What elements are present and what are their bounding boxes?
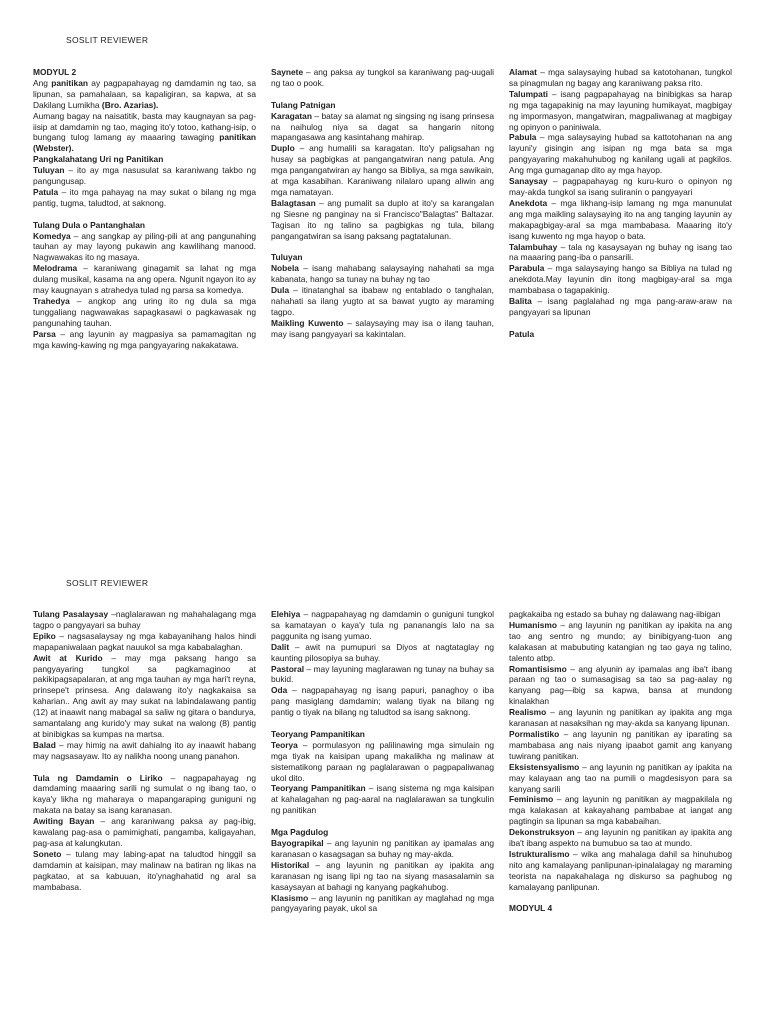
term-heading: Patula bbox=[509, 328, 535, 339]
term-heading: Realismo bbox=[509, 707, 547, 718]
paragraph bbox=[271, 838, 494, 860]
paragraph bbox=[33, 187, 256, 209]
body-text: – isang sistema ng mga kaisipan at kahalagahan ng pag-aaral na naglalarawan sa tungkulin ng panitikan bbox=[271, 783, 494, 816]
paragraph bbox=[33, 263, 256, 296]
paragraph bbox=[271, 740, 494, 784]
page-1-column-2 bbox=[271, 67, 494, 340]
body-text: – ang karaniwang paksa ay pag-ibig, kawalang pag-asa o pamimighati, pangamba, kaligayahan, pag-asa at kalungkutan. bbox=[33, 816, 256, 849]
page-2-column-1 bbox=[33, 609, 256, 893]
paragraph bbox=[509, 794, 732, 827]
term-heading: Tulang Pasalaysay bbox=[33, 609, 109, 619]
term-heading: Sanaysay bbox=[509, 176, 548, 187]
term-heading: Eksistensyalismo bbox=[509, 761, 580, 772]
term-heading: panitikan (Webster). bbox=[33, 132, 256, 154]
body-text: – ang paksa ay tungkol sa karaniwang pag-uugali ng tao o pook. bbox=[271, 67, 494, 88]
body-text: Aumang bagay na naisatitik, basta may kaugnayan sa pag-iisip at damdamin ng tao, maging ito'y totoo, kathang-isip, o bungang tulog lamang ay maaaring tawaging bbox=[33, 110, 256, 143]
term-heading: Balagtasan bbox=[271, 197, 316, 208]
term-heading: Trahedya bbox=[33, 296, 70, 307]
paragraph bbox=[509, 329, 732, 340]
body-text: – mga salaysaying hubad sa katotohanan, tungkol sa pinagmulan ng bagay ang karaniwang paksa rito. bbox=[509, 67, 732, 88]
term-heading: Dalit bbox=[271, 641, 290, 652]
term-heading: Talambuhay bbox=[509, 241, 558, 252]
body-text: – isang pagpapahayag na binibigkas sa harap ng mga tagapakinig na may layuning humikayat, magbigay ng impormasyon, mangatwiran, magpaliwanag at magbigay ng opinyon o paniniwala. bbox=[509, 88, 732, 132]
paragraph bbox=[33, 220, 256, 231]
body-text: – ang layunin ng panitikan ay ipakita ang iba't ibang aspekto na bumubuo sa tao at mundo. bbox=[509, 827, 732, 849]
term-heading: Pormalistiko bbox=[509, 728, 560, 739]
term-heading: Pabula bbox=[509, 132, 537, 143]
body-text: – ito ay mga nasusulat sa karaniwang takbo ng pangungusap. bbox=[33, 165, 256, 187]
paragraph bbox=[33, 296, 256, 329]
term-heading: Duplo bbox=[271, 143, 295, 154]
term-heading: Parabula bbox=[509, 263, 545, 274]
body-text: – ang layunin ng panitikan ay maglahad ng mga pangyayaring payak, ukol sa bbox=[271, 892, 494, 914]
body-text: –naglalarawan ng mahahalagang mga tagpo o pangyayari sa buhay bbox=[33, 609, 257, 630]
body-text: – ang layunin ng panitikan ay ipakita ang mga karanasan at nasaksihan ng may-akda sa kanyang lipunan. bbox=[509, 707, 732, 729]
term-heading: Soneto bbox=[33, 848, 62, 859]
paragraph bbox=[271, 100, 494, 111]
paragraph bbox=[271, 827, 494, 838]
paragraph bbox=[271, 318, 494, 340]
term-heading: Tulang Dula o Pantanghalan bbox=[33, 219, 145, 230]
body-text: – isang mahabang salaysaying nahahati sa mga kabanata, hango sa tunay na buhay ng tao bbox=[271, 263, 494, 285]
paragraph bbox=[509, 707, 732, 729]
body-text: – ang layunin ng panitikan ay ipakita na ang tao ang sentro ng mundo; ay binibigyang-tuon ang kalakasan at mabubuting katangian ng tao gaya ng talino, talento atbp. bbox=[509, 619, 732, 663]
body-text: – ang sangkap ay piling-pili at ang pangunahing tauhan ay may layong pukawin ang kawilihang manood. Nagwawakas ito ng masaya. bbox=[33, 230, 256, 263]
term-heading: Teoryang Pampanitikan bbox=[271, 783, 366, 794]
term-heading: Pangkalahatang Uri ng Panitikan bbox=[33, 154, 164, 165]
paragraph bbox=[33, 111, 256, 155]
paragraph bbox=[33, 329, 256, 351]
term-heading: MODYUL 4 bbox=[509, 903, 553, 914]
paragraph bbox=[271, 143, 494, 198]
term-heading: Patula bbox=[33, 186, 59, 197]
paragraph bbox=[509, 827, 732, 849]
term-heading: Maikling Kuwento bbox=[271, 317, 344, 328]
paragraph bbox=[271, 783, 494, 816]
body-text: – ang pumalit sa duplo at ito'y sa karangalan ng Siesne ng panginay na si Francisco"Balagtas" Baltazar. Tagisan ito ng talino sa pagbigkas ng tula, bilang pangangatwiran sa isang paksang pagtatalunan. bbox=[271, 197, 494, 241]
paragraph bbox=[33, 849, 256, 893]
body-text: – karaniwang ginagamit sa lahat ng mga dulang musikal, kasama na ang opera. Ngunit ngayon ito ay may kaugnayan s atrahedya tulad ng parsa sa komedya. bbox=[33, 263, 256, 296]
paragraph bbox=[271, 285, 494, 318]
term-heading: Balita bbox=[509, 296, 532, 307]
paragraph bbox=[509, 849, 732, 893]
term-heading: Teorya bbox=[271, 739, 298, 750]
body-text: – ito mga pahayag na may sukat o bilang ng mga pantig, tugma, taludtod, at saknong. bbox=[33, 186, 256, 208]
paragraph bbox=[33, 67, 256, 78]
page-2-column-3 bbox=[509, 609, 732, 914]
term-heading: (Bro. Azarias). bbox=[101, 99, 159, 110]
paragraph bbox=[509, 89, 732, 133]
body-text: – wika ang mahalaga dahil sa hinuhubog nito ang kamalayang panlipunan-ipinalalagay ng maraming teorista na napakahalaga ng diskurso sa paghubog ng kamalayang panlipunan. bbox=[509, 848, 732, 892]
term-heading: Teoryang Pampanitikan bbox=[271, 728, 365, 739]
paragraph bbox=[509, 296, 732, 318]
body-text: – tulang may labing-apat na taludtod hinggil sa damdamin at kaisipan, may malinaw na batiran ng likas na pagkatao, at sa kabuuan, ito'ynaghahatid ng aral sa mambabasa. bbox=[33, 848, 256, 892]
paragraph bbox=[509, 198, 732, 242]
term-heading: Talumpati bbox=[509, 88, 548, 99]
paragraph bbox=[33, 154, 256, 165]
term-heading: Anekdota bbox=[509, 197, 548, 208]
term-heading: Humanismo bbox=[509, 619, 557, 630]
page-2-column-2 bbox=[271, 609, 494, 914]
body-text: – nagpapahayag ng isang papuri, panaghoy o iba pang masiglang damdamin; walang tiyak na bilang ng pantig o tiyak na bilang ng taludtod sa isang saknong. bbox=[271, 685, 494, 718]
paragraph bbox=[271, 67, 494, 89]
paragraph bbox=[509, 176, 732, 198]
term-heading: Nobela bbox=[271, 263, 299, 274]
paragraph bbox=[509, 729, 732, 762]
term-heading: Bayograpikal bbox=[271, 838, 324, 848]
paragraph bbox=[33, 78, 256, 111]
paragraph bbox=[33, 773, 256, 817]
body-text: ay pagpapahayag ng damdamin ng tao, sa lipunan, sa pamahalaan, sa kapaligiran, sa kapwa, at sa Dakilang Lumikha bbox=[33, 77, 256, 110]
body-text: – may himig na awit dahialng ito ay inaawit habang may nagsasayaw. Ito ay nalikha noong unang panahon. bbox=[33, 739, 256, 761]
body-text: – ang alyunin ay ipamalas ang iba't ibang paraan ng tao o sumasagisag sa tao sa pag-aalay ng kanyang pag—ibig sa kapwa, bansa at mundong kinalakhan bbox=[509, 663, 732, 707]
page-1-header: SOSLIT REVIEWER bbox=[66, 35, 149, 45]
paragraph bbox=[509, 67, 732, 89]
term-heading: Tulang Patnigan bbox=[271, 99, 336, 110]
term-heading: Saynete bbox=[271, 67, 304, 77]
term-heading: Awiting Bayan bbox=[33, 816, 95, 827]
paragraph bbox=[33, 631, 256, 653]
body-text: – batay sa alamat ng singsing ng isang prinsesa na naihulog niya sa dagat sa hangarin nitong mapangasawa ang kasintahang mahirap. bbox=[271, 110, 494, 143]
paragraph bbox=[271, 198, 494, 242]
term-heading: Pastoral bbox=[271, 663, 305, 674]
body-text: – pagpapahayag ng kuru-kuro o opinyon ng may-akda tungkol sa isang suliranin o pangyayari bbox=[509, 176, 732, 197]
term-heading: Melodrama bbox=[33, 263, 78, 274]
body-text: – nagpapahayag ng damdaming maaaring sarili ng sumulat o ng ibang tao, o kaya'y likha ng maharaya o mapangaraping guniguni ng makata na batay sa isang karanasan. bbox=[33, 772, 256, 816]
paragraph bbox=[33, 165, 256, 187]
term-heading: Tula ng Damdamin o Liriko bbox=[33, 772, 163, 783]
body-text: – pormulasyon ng palilinawing mga simulain ng mga tiyak na kaisipan upang makalikha ng malinaw at sistematikong paraan ng paglalarawan o pagpapaliwanag ukol dito. bbox=[271, 739, 494, 783]
body-text: – ang layunin ng panitikan ay ipakita ang karanasan ng isang lipi ng tao na siyang masasalamin sa kasaysayan at bahagi ng kanyang pagkahubog. bbox=[271, 859, 494, 892]
paragraph bbox=[509, 903, 732, 914]
body-text: – ang layunin ng panitikan ay ipamalas ang karanasan o kasagsagan sa buhay ng may-akda. bbox=[271, 838, 494, 859]
term-heading: Epiko bbox=[33, 630, 56, 641]
page-1-column-3 bbox=[509, 67, 732, 340]
paragraph bbox=[271, 642, 494, 664]
body-text: – ang layunin ng panitikan ay magpakilala ng mga kalakasan at kakayahang pambabae at iangat ang pagtingin sa lipunan sa mga kababaihan. bbox=[509, 794, 732, 827]
body-text: – nagpapahayag ng damdamin o guniguni tungkol sa kamatayan o kaya'y tula ng pananangis lalo na sa paggunita ng isang yumao. bbox=[271, 609, 494, 641]
paragraph bbox=[509, 664, 732, 708]
term-heading: Komedya bbox=[33, 230, 71, 241]
body-text: – isang paglalahad ng mga pang-araw-araw na pangyayari sa lipunan bbox=[509, 296, 732, 317]
body-text: – ang humalili sa karagatan. Ito'y paligsahan ng husay sa pagbigkas at pangangatwiran nang patula. Ang mga pangangatwiran ay hango sa Bibliya, sa mga sawikain, at mga kasabihan. Karaniwang nilalaro upang aliwin ang mga namatayan. bbox=[271, 143, 494, 197]
term-heading: Feminismo bbox=[509, 794, 554, 805]
page-1-column-1 bbox=[33, 67, 256, 351]
body-text: – salaysaying may isa o ilang tauhan, may isang pangyayari sa kakintalan. bbox=[271, 317, 495, 339]
term-heading: Tuluyan bbox=[271, 252, 303, 263]
body-text: – mga salaysaying hubad sa kattotohanan na ang layuni'y gisingin ang isipan ng mga bata sa mga pangyayaring makahuhubog ng kanilang ugali at pagkilos. Ang mga gumaganap dito ay mga hayop. bbox=[509, 132, 732, 176]
paragraph bbox=[271, 263, 494, 285]
paragraph bbox=[509, 132, 732, 176]
body-text: – may mga paksang hango sa pangyayaring tungkol sa pagkamaginoo at pakikipagsapalaran, at ang mga tauhan ay mga hari't reyna, prinsepe't prinsesa. Ang dalawang ito'y nagkakaisa sa kaharian.. Ang awit ay may sukat na labindalawang pantig (12) at inaawit nang mabagal sa saliw ng gitara o bandurya, samantalang ang kurido'y may sukat na walong (8) pantig at binibigkas sa kumpas na martsa. bbox=[33, 652, 257, 739]
term-heading: Istrukturalismo bbox=[509, 848, 570, 859]
paragraph bbox=[271, 111, 494, 144]
term-heading: Tuluyan bbox=[33, 165, 65, 176]
term-heading: Mga Pagdulog bbox=[271, 827, 329, 838]
body-text: – nagsasalaysay ng mga kabayanihang halos hindi mapapaniwalaan pagkat nauukol sa mga kababalaghan. bbox=[33, 630, 256, 652]
paragraph bbox=[271, 252, 494, 263]
paragraph bbox=[509, 762, 732, 795]
term-heading: Dula bbox=[271, 285, 290, 296]
body-text: Ang bbox=[33, 77, 52, 88]
term-heading: panitikan bbox=[51, 77, 88, 88]
body-text: – may layuning maglarawan ng tunay na buhay sa bukid. bbox=[271, 663, 494, 685]
body-text: – mga likhang-isip lamang ng mga manunulat ang mga maikling salaysaying ito na ang tanging layunin ay makapagbigay-aral sa mga mambabasa. Maaaring ito'y isang kuwento ng mga hayop o bata. bbox=[509, 197, 732, 241]
term-heading: MODYUL 2 bbox=[33, 67, 77, 77]
term-heading: Elehiya bbox=[271, 609, 301, 619]
paragraph bbox=[509, 242, 732, 264]
term-heading: Parsa bbox=[33, 328, 56, 339]
body-text: pagkakaiba ng estado sa buhay ng dalawang nag-iibigan bbox=[509, 609, 721, 619]
paragraph bbox=[33, 816, 256, 849]
paragraph bbox=[271, 664, 494, 686]
paragraph bbox=[271, 893, 494, 915]
paragraph bbox=[271, 609, 494, 642]
term-heading: Awit at Kurido bbox=[33, 652, 103, 663]
body-text: – ang layunin ay magpasiya sa pamamagitan ng mga kawing-kawing ng mga pangyayaring nakakatawa. bbox=[33, 328, 256, 350]
paragraph bbox=[509, 620, 732, 664]
body-text: – ang layunin ng panitikan ay iparating sa mambabasa ang nais niyang ipaabot gamit ang kanyang tuwirang panitikan. bbox=[509, 728, 732, 761]
body-text: – mga salaysaying hango sa Bibliya na tulad ng anekdota.May layunin din itong magbigay-aral sa mga mambabasa o tagapakinig. bbox=[509, 263, 732, 296]
term-heading: Klasismo bbox=[271, 892, 309, 903]
term-heading: Historikal bbox=[271, 859, 310, 870]
term-heading: Alamat bbox=[509, 67, 537, 77]
body-text: – tala ng kasaysayan ng buhay ng isang tao na maaaring pang-iba o pansarili. bbox=[509, 241, 732, 263]
paragraph bbox=[271, 729, 494, 740]
body-text: – angkop ang uring ito ng dula sa mga tunggaliang nagwawakas sapagkasawi o pagkawasak ng pangunahing tauhan. bbox=[33, 296, 256, 328]
term-heading: Oda bbox=[271, 685, 288, 696]
paragraph bbox=[33, 231, 256, 264]
paragraph bbox=[33, 609, 256, 631]
body-text: – itinatanghal sa ibabaw ng entablado o tanghalan, nahahati sa ilang yugto at sa bawat yugto ay maraming tagpo. bbox=[271, 285, 494, 317]
term-heading: Romantisismo bbox=[509, 663, 567, 674]
paragraph bbox=[509, 609, 732, 620]
paragraph bbox=[33, 740, 256, 762]
page-2-header: SOSLIT REVIEWER bbox=[66, 578, 149, 588]
term-heading: Balad bbox=[33, 739, 56, 750]
term-heading: Dekonstruksyon bbox=[509, 827, 575, 838]
body-text: – ang layunin ng panitikan ay ipakita na may kalayaan ang tao na pumili o magdesisyon para sa kanyang sarili bbox=[509, 761, 732, 794]
term-heading: Karagatan bbox=[271, 110, 312, 121]
body-text: – awit na pumupuri sa Diyos at nagtataglay ng kaunting pilosopiya sa buhay. bbox=[271, 641, 494, 663]
paragraph bbox=[271, 685, 494, 718]
paragraph bbox=[509, 263, 732, 296]
paragraph bbox=[33, 653, 256, 740]
paragraph bbox=[271, 860, 494, 893]
